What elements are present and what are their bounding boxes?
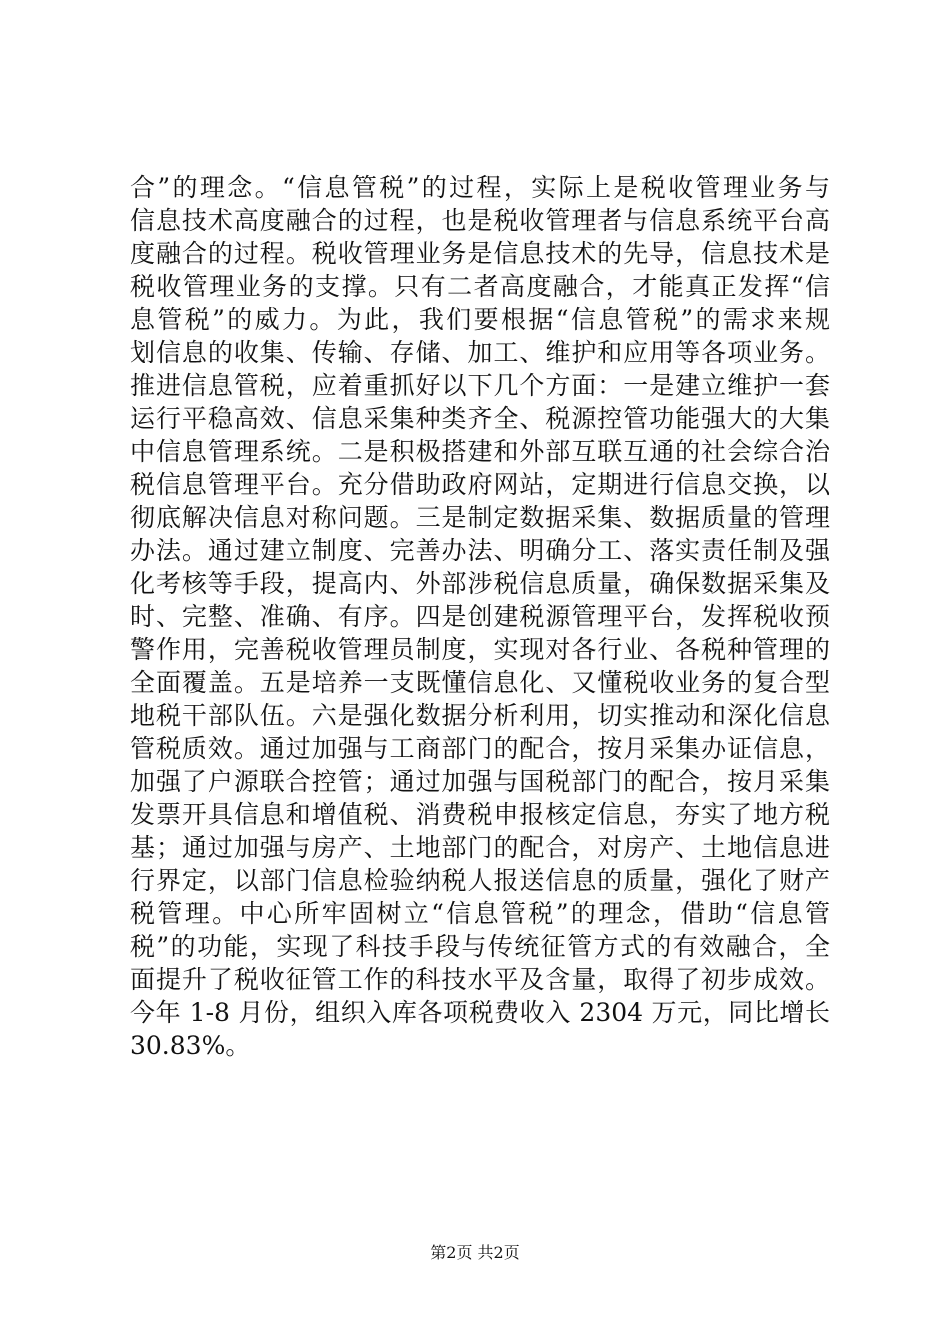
body-paragraph (130, 171, 830, 1062)
text-line: 彻底解决信息对称问题。三是制定数据采集、数据质量的管理 (130, 503, 830, 532)
text-line: 税信息管理平台。充分借助政府网站，定期进行信息交换，以 (130, 470, 830, 499)
text-line: 税管理。中心所牢固树立“信息管税”的理念，借助“信息管 (130, 899, 830, 928)
text-line: 运行平稳高效、信息采集种类齐全、税源控管功能强大的大集 (130, 404, 830, 433)
text-line: 办法。通过建立制度、完善办法、明确分工、落实责任制及强 (130, 536, 830, 565)
text-line: 发票开具信息和增值税、消费税申报核定信息，夯实了地方税 (130, 800, 830, 829)
text-line: 推进信息管税，应着重抓好以下几个方面：一是建立维护一套 (130, 371, 830, 400)
text-line: 行界定，以部门信息检验纳税人报送信息的质量，强化了财产 (130, 866, 830, 895)
text-line: 面提升了税收征管工作的科技水平及含量，取得了初步成效。 (130, 965, 830, 994)
text-line: 时、完整、准确、有序。四是创建税源管理平台，发挥税收预 (130, 602, 830, 631)
page-number-footer: 第2页 共2页 (430, 1243, 520, 1262)
text-line: 度融合的过程。税收管理业务是信息技术的先导，信息技术是 (130, 239, 830, 268)
text-line: 信息技术高度融合的过程，也是税收管理者与信息系统平台高 (130, 206, 830, 235)
text-line: 合”的理念。“信息管税”的过程，实际上是税收管理业务与 (130, 173, 830, 202)
text-line: 管税质效。通过加强与工商部门的配合，按月采集办证信息， (130, 734, 830, 763)
text-line: 基；通过加强与房产、土地部门的配合，对房产、土地信息进 (130, 833, 830, 862)
text-line: 化考核等手段，提高内、外部涉税信息质量，确保数据采集及 (130, 569, 830, 598)
text-line: 30.83%。 (130, 1031, 251, 1060)
text-line: 加强了户源联合控管；通过加强与国税部门的配合，按月采集 (130, 767, 830, 796)
text-line: 今年 1-8 月份，组织入库各项税费收入 2304 万元，同比增长 (130, 998, 830, 1027)
text-line: 税收管理业务的支撑。只有二者高度融合，才能真正发挥“信 (130, 272, 830, 301)
text-line: 全面覆盖。五是培养一支既懂信息化、又懂税收业务的复合型 (130, 668, 830, 697)
text-line: 中信息管理系统。二是积极搭建和外部互联互通的社会综合治 (130, 437, 830, 466)
text-line: 税”的功能，实现了科技手段与传统征管方式的有效融合，全 (130, 932, 830, 961)
text-line: 警作用，完善税收管理员制度，实现对各行业、各税种管理的 (130, 635, 830, 664)
text-line: 划信息的收集、传输、存储、加工、维护和应用等各项业务。 (130, 338, 830, 367)
text-line: 地税干部队伍。六是强化数据分析利用，切实推动和深化信息 (130, 701, 830, 730)
text-line: 息管税”的威力。为此，我们要根据“信息管税”的需求来规 (130, 305, 830, 334)
